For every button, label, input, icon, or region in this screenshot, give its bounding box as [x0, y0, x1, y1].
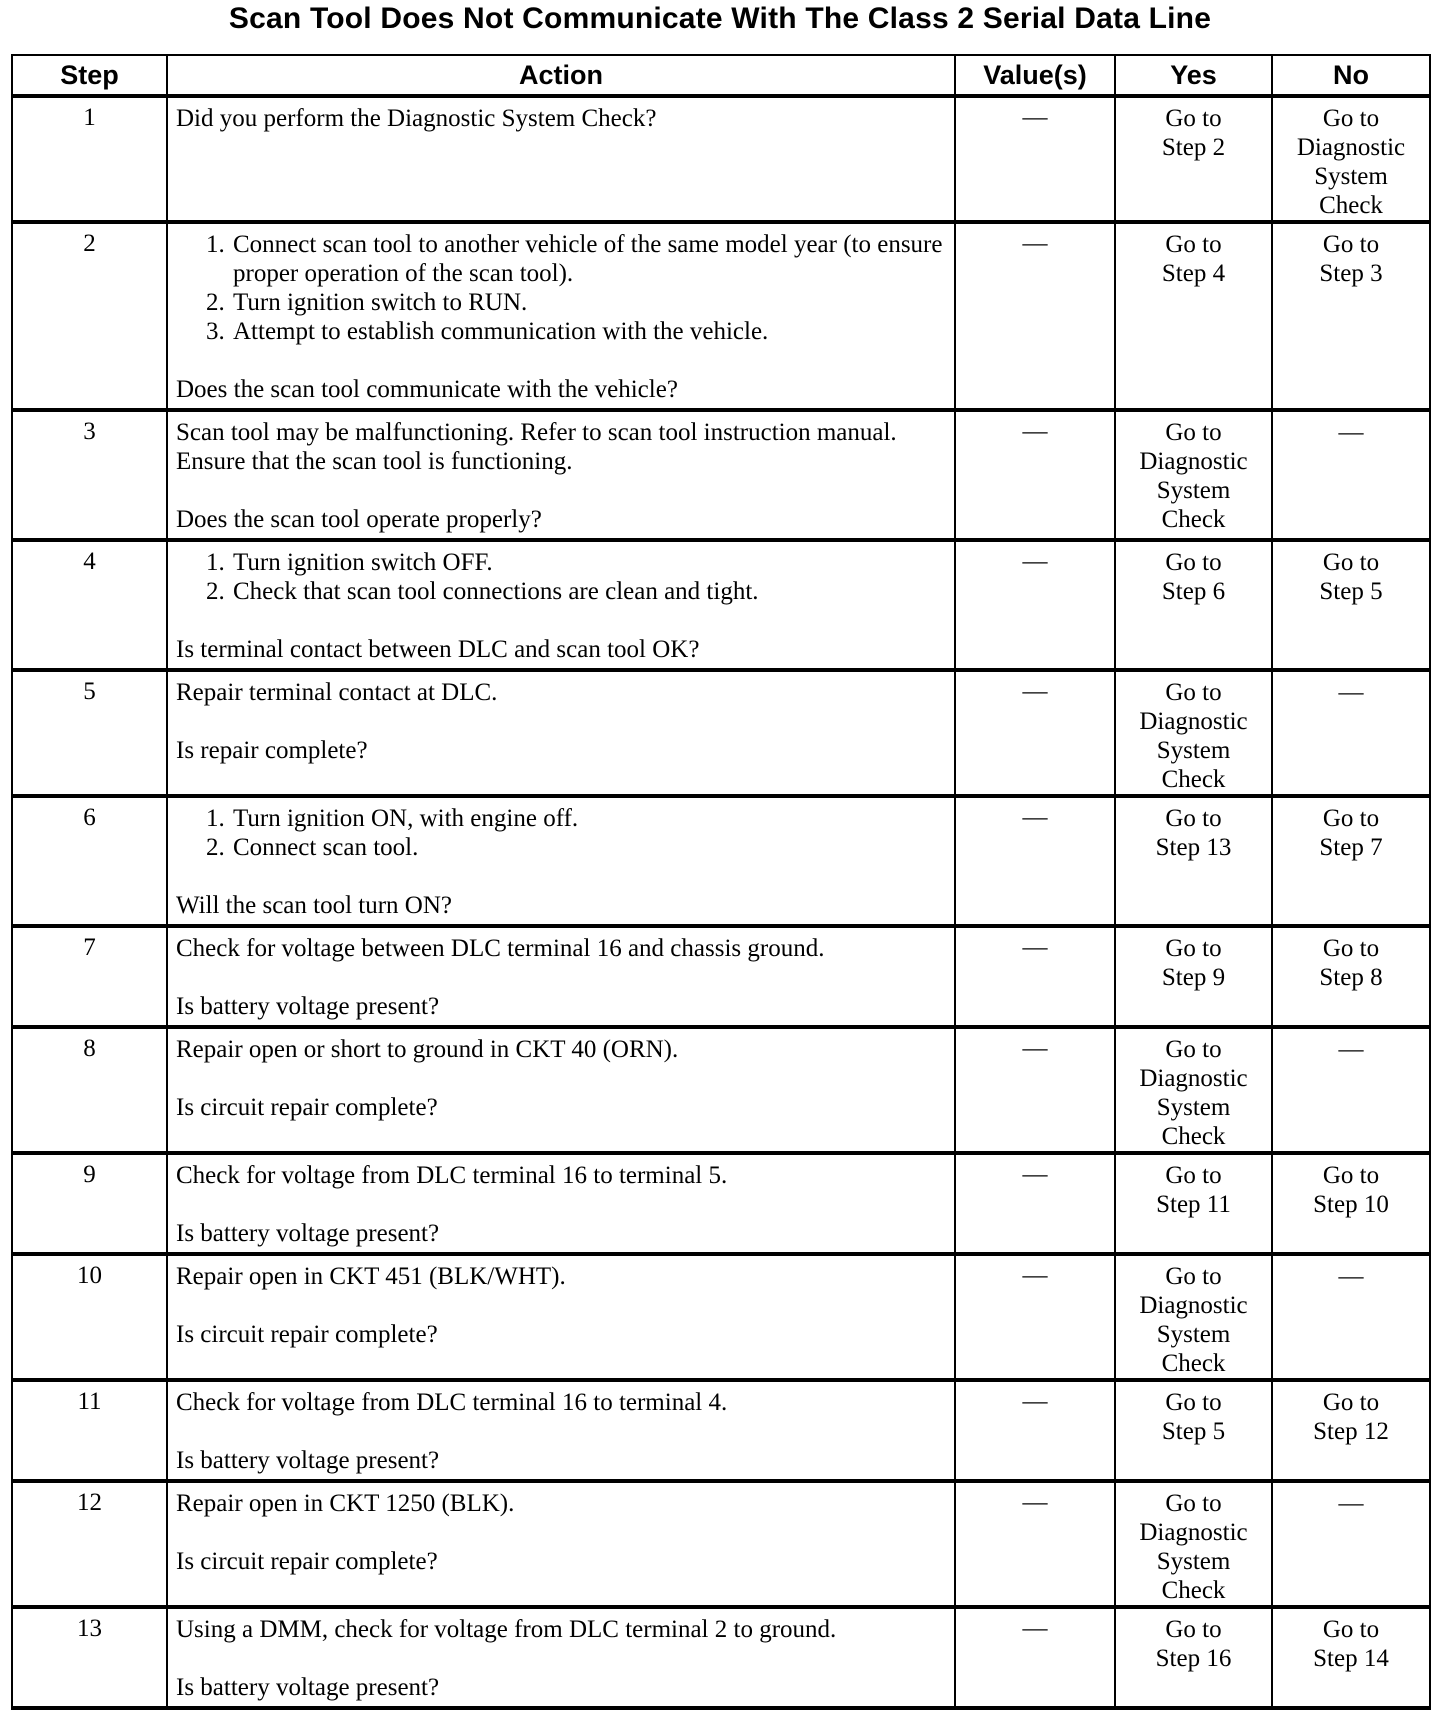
- table-row: [12, 410, 1430, 540]
- values-cell: —: [955, 540, 1115, 670]
- yes-cell: [1115, 1481, 1272, 1607]
- no-result-text: Step 8: [1319, 964, 1383, 991]
- yes-cell: [1115, 926, 1272, 1027]
- values-cell: —: [955, 222, 1115, 410]
- yes-result-text: Go to: [1165, 1490, 1222, 1517]
- yes-result-text: Check: [1161, 506, 1226, 533]
- yes-result-text: Step 16: [1155, 1645, 1232, 1672]
- action-question: Is battery voltage present?: [176, 993, 440, 1020]
- action-cell: [167, 540, 955, 670]
- table-row: [12, 222, 1430, 410]
- yes-result-text: Go to: [1165, 805, 1222, 832]
- action-cell: [167, 1607, 955, 1708]
- table-row: [12, 1153, 1430, 1254]
- yes-result-text: Go to: [1165, 419, 1222, 446]
- yes-result-text: Go to: [1165, 1389, 1222, 1416]
- yes-cell: [1115, 796, 1272, 926]
- no-cell: [1272, 1380, 1430, 1481]
- no-cell: [1272, 1607, 1430, 1708]
- yes-result-text: Go to: [1165, 935, 1222, 962]
- yes-result-text: Diagnostic: [1139, 1519, 1248, 1546]
- yes-result-text: Step 6: [1161, 578, 1226, 605]
- step-number: 12: [12, 1481, 167, 1607]
- no-result-text: System: [1314, 163, 1388, 190]
- table-row: [12, 1027, 1430, 1153]
- no-result-text: Go to: [1322, 805, 1380, 832]
- no-cell: [1272, 1254, 1430, 1380]
- action-text: Using a DMM, check for voltage from DLC terminal 2 to ground.: [176, 1616, 837, 1643]
- page-title: Scan Tool Does Not Communicate With The Class 2 Serial Data Line: [228, 2, 1212, 35]
- no-result-text: —: [1338, 679, 1364, 706]
- step-number: 7: [12, 926, 167, 1027]
- action-steps-list: [176, 230, 948, 346]
- table-body: [12, 96, 1430, 1708]
- column-header-yes: Yes: [1115, 55, 1272, 96]
- action-text: Check for voltage between DLC terminal 16 and chassis ground.: [176, 935, 825, 962]
- action-step-item: 2. Connect scan tool.: [231, 833, 948, 862]
- yes-cell: [1115, 540, 1272, 670]
- no-result-text: Step 7: [1319, 834, 1383, 861]
- action-text: Scan tool may be malfunctioning. Refer to scan tool instruction manual. Ensure that the scan tool is functioning.: [176, 419, 897, 475]
- no-result-text: Step 10: [1313, 1191, 1389, 1218]
- no-result-text: Step 12: [1313, 1418, 1389, 1445]
- action-question: Is circuit repair complete?: [176, 1321, 438, 1348]
- action-step-item: 1. Connect scan tool to another vehicle of the same model year (to ensure proper operation of the scan tool).: [231, 230, 948, 288]
- yes-result-text: Step 4: [1161, 260, 1226, 287]
- no-cell: [1272, 96, 1430, 222]
- column-header-no: No: [1272, 55, 1430, 96]
- yes-cell: [1115, 1027, 1272, 1153]
- no-result-text: Check: [1319, 192, 1383, 219]
- values-cell: —: [955, 1380, 1115, 1481]
- yes-result-text: Go to: [1165, 1162, 1222, 1189]
- step-number: 3: [12, 410, 167, 540]
- no-result-text: Step 3: [1319, 260, 1383, 287]
- action-steps-list: [176, 804, 948, 862]
- action-question: Is battery voltage present?: [176, 1674, 440, 1701]
- step-number: 11: [12, 1380, 167, 1481]
- no-result-text: Go to: [1322, 1616, 1380, 1643]
- no-result-text: Step 14: [1313, 1645, 1389, 1672]
- no-cell: [1272, 1027, 1430, 1153]
- values-cell: —: [955, 670, 1115, 796]
- values-cell: —: [955, 926, 1115, 1027]
- values-cell: —: [955, 410, 1115, 540]
- yes-result-text: Diagnostic: [1139, 708, 1248, 735]
- no-cell: [1272, 540, 1430, 670]
- action-cell: [167, 1254, 955, 1380]
- action-step-item: 3. Attempt to establish communication with the vehicle.: [231, 317, 948, 346]
- action-text: Repair open in CKT 1250 (BLK).: [176, 1490, 515, 1517]
- yes-result-text: System: [1156, 1321, 1231, 1348]
- yes-result-text: Check: [1161, 766, 1226, 793]
- action-cell: [167, 1481, 955, 1607]
- action-step-item: 1. Turn ignition switch OFF.: [231, 548, 948, 577]
- column-header-step: Step: [12, 55, 167, 96]
- no-cell: [1272, 926, 1430, 1027]
- values-cell: —: [955, 1481, 1115, 1607]
- no-cell: [1272, 222, 1430, 410]
- action-cell: [167, 796, 955, 926]
- yes-result-text: System: [1156, 737, 1231, 764]
- no-result-text: Go to: [1322, 1162, 1380, 1189]
- values-cell: —: [955, 796, 1115, 926]
- table-row: [12, 796, 1430, 926]
- table-row: [12, 1607, 1430, 1708]
- yes-cell: [1115, 1380, 1272, 1481]
- no-cell: [1272, 796, 1430, 926]
- yes-result-text: Step 5: [1161, 1418, 1226, 1445]
- yes-result-text: Go to: [1165, 679, 1222, 706]
- yes-result-text: Go to: [1165, 1263, 1222, 1290]
- action-step-item: 2. Turn ignition switch to RUN.: [231, 288, 948, 317]
- action-question: Is circuit repair complete?: [176, 1548, 438, 1575]
- action-cell: [167, 1380, 955, 1481]
- action-cell: [167, 222, 955, 410]
- table-row: [12, 670, 1430, 796]
- step-number: 2: [12, 222, 167, 410]
- no-result-text: —: [1338, 1263, 1364, 1290]
- action-step-item: 2. Check that scan tool connections are clean and tight.: [231, 577, 948, 606]
- yes-result-text: Diagnostic: [1139, 1292, 1248, 1319]
- yes-result-text: Step 9: [1161, 964, 1226, 991]
- table-row: [12, 1380, 1430, 1481]
- no-result-text: Step 5: [1319, 578, 1383, 605]
- table-row: [12, 540, 1430, 670]
- no-result-text: Go to: [1322, 105, 1380, 132]
- action-question: Will the scan tool turn ON?: [176, 892, 453, 919]
- action-cell: [167, 1027, 955, 1153]
- step-number: 5: [12, 670, 167, 796]
- no-result-text: Go to: [1322, 231, 1380, 258]
- step-number: 9: [12, 1153, 167, 1254]
- action-cell: [167, 670, 955, 796]
- action-cell: [167, 926, 955, 1027]
- action-steps-list: [176, 548, 948, 606]
- yes-result-text: Go to: [1165, 1616, 1222, 1643]
- values-cell: —: [955, 96, 1115, 222]
- yes-cell: [1115, 222, 1272, 410]
- no-result-text: Go to: [1322, 549, 1380, 576]
- yes-cell: [1115, 1153, 1272, 1254]
- yes-result-text: Diagnostic: [1139, 1065, 1248, 1092]
- action-question: Is circuit repair complete?: [176, 1094, 438, 1121]
- yes-cell: [1115, 670, 1272, 796]
- step-number: 1: [12, 96, 167, 222]
- no-result-text: —: [1338, 1036, 1364, 1063]
- action-cell: [167, 410, 955, 540]
- table-row: [12, 1254, 1430, 1380]
- yes-result-text: System: [1156, 1094, 1231, 1121]
- action-step-item: 1. Turn ignition ON, with engine off.: [231, 804, 948, 833]
- action-question: Does the scan tool communicate with the vehicle?: [176, 376, 678, 403]
- table-row: [12, 926, 1430, 1027]
- step-number: 8: [12, 1027, 167, 1153]
- no-result-text: —: [1338, 419, 1364, 446]
- action-question: Is battery voltage present?: [176, 1220, 440, 1247]
- values-cell: —: [955, 1027, 1115, 1153]
- yes-result-text: Step 13: [1155, 834, 1232, 861]
- diagnostic-table: [11, 54, 1431, 1710]
- table-row: [12, 1481, 1430, 1607]
- column-header-action: Action: [167, 55, 955, 96]
- yes-cell: [1115, 96, 1272, 222]
- action-question: Is repair complete?: [176, 737, 368, 764]
- values-cell: —: [955, 1153, 1115, 1254]
- no-cell: [1272, 1481, 1430, 1607]
- yes-cell: [1115, 1254, 1272, 1380]
- step-number: 10: [12, 1254, 167, 1380]
- action-question: Is battery voltage present?: [176, 1447, 440, 1474]
- yes-result-text: Check: [1161, 1350, 1226, 1377]
- action-text: Check for voltage from DLC terminal 16 to terminal 5.: [176, 1162, 728, 1189]
- action-cell: [167, 1153, 955, 1254]
- yes-result-text: Step 2: [1161, 134, 1226, 161]
- step-number: 6: [12, 796, 167, 926]
- yes-result-text: Check: [1161, 1123, 1226, 1150]
- table-row: [12, 96, 1430, 222]
- yes-result-text: System: [1156, 477, 1231, 504]
- table-header-row: [12, 55, 1430, 96]
- yes-result-text: Check: [1161, 1577, 1226, 1604]
- yes-result-text: Go to: [1165, 105, 1222, 132]
- no-result-text: Go to: [1322, 935, 1380, 962]
- column-header-values: Value(s): [955, 55, 1115, 96]
- step-number: 13: [12, 1607, 167, 1708]
- action-text: Repair terminal contact at DLC.: [176, 679, 498, 706]
- no-cell: [1272, 410, 1430, 540]
- action-text: Check for voltage from DLC terminal 16 to terminal 4.: [176, 1389, 728, 1416]
- yes-cell: [1115, 1607, 1272, 1708]
- action-text: Repair open or short to ground in CKT 40 (ORN).: [176, 1036, 679, 1063]
- no-cell: [1272, 670, 1430, 796]
- no-cell: [1272, 1153, 1430, 1254]
- action-cell: [167, 96, 955, 222]
- no-result-text: Go to: [1322, 1389, 1380, 1416]
- yes-result-text: System: [1156, 1548, 1231, 1575]
- yes-result-text: Step 11: [1156, 1191, 1231, 1218]
- yes-result-text: Go to: [1165, 549, 1222, 576]
- yes-cell: [1115, 410, 1272, 540]
- no-result-text: Diagnostic: [1296, 134, 1406, 161]
- yes-result-text: Go to: [1165, 231, 1222, 258]
- values-cell: —: [955, 1607, 1115, 1708]
- no-result-text: —: [1338, 1490, 1364, 1517]
- step-number: 4: [12, 540, 167, 670]
- action-question: Is terminal contact between DLC and scan tool OK?: [176, 636, 700, 663]
- action-text: Did you perform the Diagnostic System Check?: [176, 105, 657, 132]
- values-cell: —: [955, 1254, 1115, 1380]
- yes-result-text: Go to: [1165, 1036, 1222, 1063]
- yes-result-text: Diagnostic: [1139, 448, 1248, 475]
- action-question: Does the scan tool operate properly?: [176, 506, 542, 533]
- action-text: Repair open in CKT 451 (BLK/WHT).: [176, 1263, 566, 1290]
